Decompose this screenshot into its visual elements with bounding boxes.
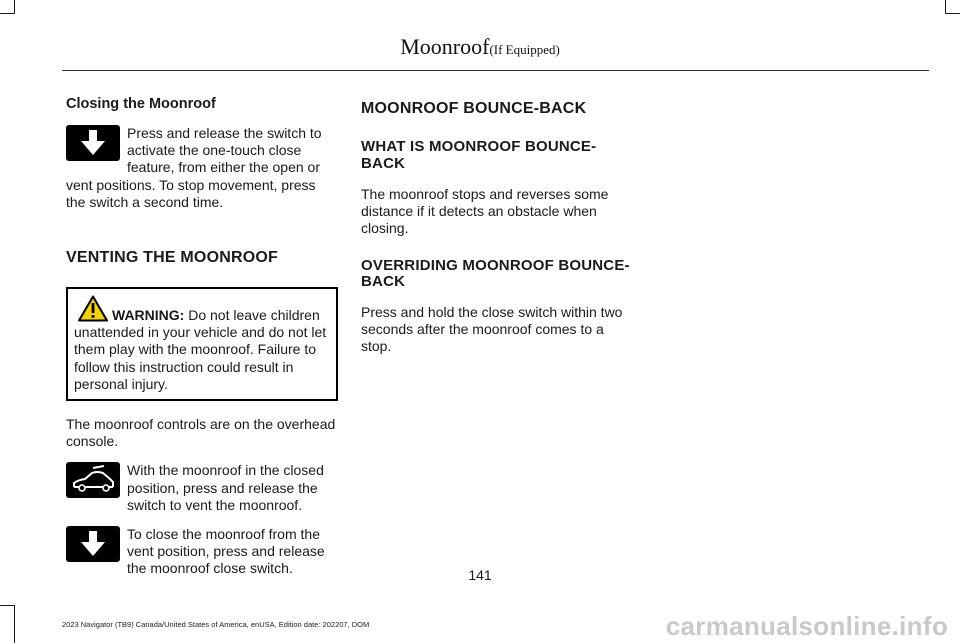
closing-heading: Closing the Moonroof xyxy=(66,96,216,112)
bounce-back-heading: MOONROOF BOUNCE-BACK xyxy=(361,100,587,117)
crop-mark-top-right-v xyxy=(945,0,946,14)
page-title: Moonroof xyxy=(400,34,490,59)
warning-triangle-icon xyxy=(78,295,108,322)
right-column xyxy=(361,96,636,355)
venting-heading: VENTING THE MOONROOF xyxy=(66,249,278,267)
left-column xyxy=(66,96,336,578)
vent-text: With the moonroof in the closed position, press and release the switch to vent the moonroof. xyxy=(127,462,324,513)
page-subtitle: (If Equipped) xyxy=(489,42,560,57)
closing-text: Press and release the switch to activate the one-touch close feature, from either the open or vent positions. To stop movement, press the switch a second time. xyxy=(66,125,322,210)
arrow-down-icon xyxy=(66,125,120,161)
crop-mark-top-left-h xyxy=(0,13,14,14)
crop-mark-bottom-left-h xyxy=(0,605,14,606)
crop-mark-top-right-h xyxy=(946,13,960,14)
warning-box xyxy=(66,287,338,401)
crop-mark-bottom-left-v xyxy=(14,605,15,643)
warning-text: Do not leave children unattended in your vehicle and do not let them play with the moonroof. Failure to follow this instruction could result in personal injury. xyxy=(74,307,327,392)
arrow-down-icon xyxy=(66,526,120,562)
header-rule xyxy=(62,70,929,71)
overriding-text: Press and hold the close switch within two seconds after the moonroof comes to a stop. xyxy=(361,303,623,355)
overriding-heading: OVERRIDING MOONROOF BOUNCE-BACK xyxy=(361,256,630,290)
vent-car-icon xyxy=(66,462,120,498)
what-is-heading: WHAT IS MOONROOF BOUNCE-BACK xyxy=(361,138,597,172)
edition-line: 2023 Navigator (TB9) Canada/United States of America, enUSA, Edition date: 202207, DOM xyxy=(62,620,370,629)
crop-mark-top-left-v xyxy=(14,0,15,14)
what-is-text: The moonroof stops and reverses some distance if it detects an obstacle when closing. xyxy=(361,186,609,237)
warning-label: WARNING: xyxy=(112,307,185,324)
vent-section xyxy=(66,462,336,514)
close-vent-text: To close the moonroof from the vent position, press and release the moonroof close switch. xyxy=(127,526,325,577)
closing-section xyxy=(66,125,336,211)
page-header xyxy=(0,34,960,60)
watermark: carmanualsonline.info xyxy=(665,611,948,641)
page-number: 141 xyxy=(468,567,492,583)
controls-text: The moonroof controls are on the overhead console. xyxy=(66,416,336,450)
